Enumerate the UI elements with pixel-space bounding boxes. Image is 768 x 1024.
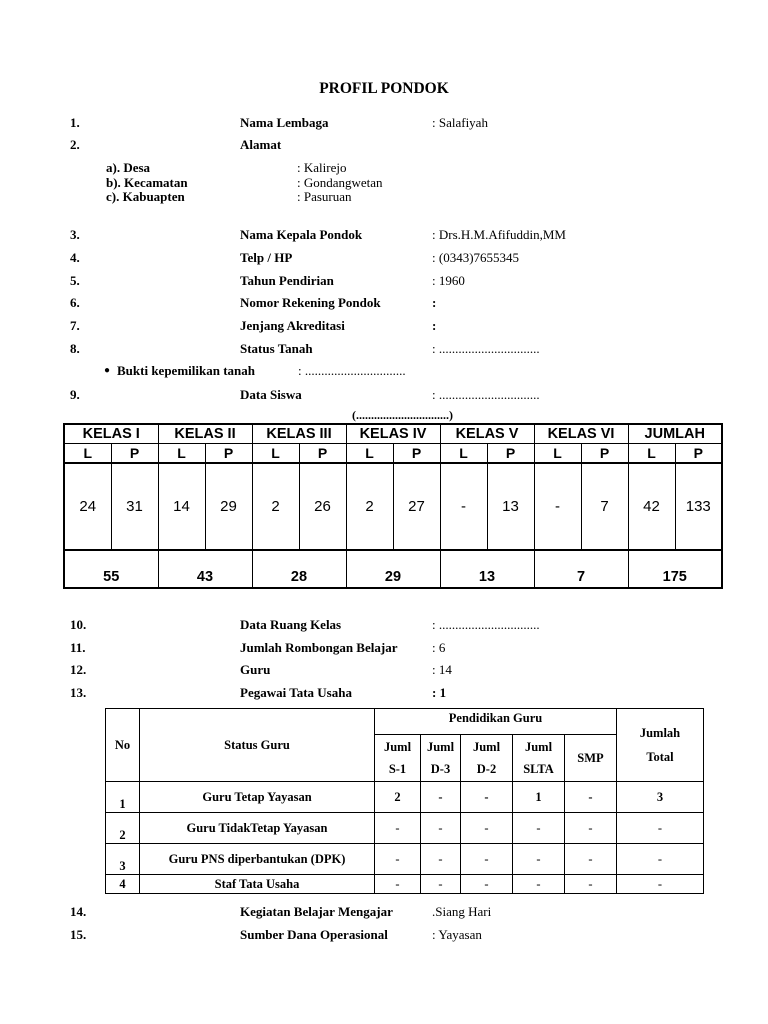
gender-header: L	[534, 444, 581, 464]
bukti-label: Bukti kepemilikan tanah	[117, 363, 255, 378]
header-d3	[421, 735, 461, 782]
kelas-header: JUMLAH	[628, 424, 722, 444]
gender-header: P	[205, 444, 252, 464]
alamat-label: c). Kabuapten	[106, 189, 185, 204]
row-status: Guru PNS diperbantukan (DPK)	[140, 844, 375, 875]
gender-header: L	[252, 444, 299, 464]
item-number: 5.	[70, 273, 80, 288]
row-smp: -	[565, 875, 617, 894]
header-jumlah-total	[617, 709, 704, 782]
bukti-value: : ...............................	[298, 363, 406, 378]
gender-header: L	[346, 444, 393, 464]
gender-header: L	[64, 444, 111, 464]
siswa-count: 2	[346, 463, 393, 550]
row-d3: -	[421, 782, 461, 813]
item-number: 10.	[70, 617, 87, 632]
item-value: :	[432, 318, 437, 333]
row-s1: -	[375, 844, 421, 875]
row-total: 3	[617, 782, 704, 813]
header-slta	[513, 735, 565, 782]
header-line: D-3	[430, 762, 451, 776]
alamat-label: b). Kecamatan	[106, 175, 188, 190]
siswa-count: 26	[299, 463, 346, 550]
row-d3: -	[421, 813, 461, 844]
row-d2: -	[461, 782, 513, 813]
kelas-total: 28	[252, 550, 346, 588]
row-status: Staf Tata Usaha	[140, 875, 375, 894]
row-d2: -	[461, 844, 513, 875]
row-total: -	[617, 875, 704, 894]
gender-header: P	[111, 444, 158, 464]
gender-header: L	[440, 444, 487, 464]
item-value: : (0343)7655345	[432, 250, 520, 265]
header-pendidikan: Pendidikan Guru	[375, 709, 617, 735]
item-label: Jumlah Rombongan Belajar	[240, 640, 398, 655]
kelas-total: 13	[440, 550, 534, 588]
header-status-guru: Status Guru	[140, 709, 375, 782]
item-label: Guru	[240, 662, 271, 677]
siswa-count: 27	[393, 463, 440, 550]
gender-header: P	[675, 444, 722, 464]
row-status: Guru Tetap Yayasan	[140, 782, 375, 813]
row-d2: -	[461, 875, 513, 894]
header-line: Juml	[426, 740, 455, 754]
page-title: PROFIL PONDOK	[319, 80, 449, 97]
row-slta: 1	[513, 782, 565, 813]
table-row	[106, 813, 704, 844]
gender-header: P	[299, 444, 346, 464]
item-number: 7.	[70, 318, 80, 333]
kelas-header: KELAS VI	[534, 424, 628, 444]
item-number: 15.	[70, 927, 87, 942]
gender-header: L	[158, 444, 205, 464]
alamat-label: a). Desa	[106, 160, 151, 175]
guru-table	[105, 708, 704, 894]
item-number: 13.	[70, 685, 87, 700]
item-label: Telp / HP	[240, 250, 293, 265]
item-label: Pegawai Tata Usaha	[240, 685, 352, 700]
row-slta: -	[513, 813, 565, 844]
row-total: -	[617, 844, 704, 875]
siswa-caption: (...............................)	[352, 408, 453, 422]
item-number: 9.	[70, 387, 80, 402]
row-smp: -	[565, 844, 617, 875]
header-line: Juml	[383, 740, 412, 754]
kelas-header: KELAS IV	[346, 424, 440, 444]
siswa-count: 2	[252, 463, 299, 550]
header-line: S-1	[388, 762, 407, 776]
row-smp: -	[565, 782, 617, 813]
siswa-count: 31	[111, 463, 158, 550]
item-label: Nama Kepala Pondok	[240, 227, 363, 242]
item-number: 3.	[70, 227, 80, 242]
item-value: :	[432, 295, 437, 310]
header-line: Juml	[524, 740, 553, 754]
item-number: 1.	[70, 115, 80, 130]
gender-header: P	[393, 444, 440, 464]
alamat-value: : Gondangwetan	[297, 175, 383, 190]
item-number: 8.	[70, 341, 80, 356]
siswa-table	[63, 423, 723, 589]
row-no: 1	[106, 782, 140, 813]
gender-header: L	[628, 444, 675, 464]
header-line: D-2	[476, 762, 497, 776]
row-total: -	[617, 813, 704, 844]
table-row	[106, 782, 704, 813]
item-value: : Salafiyah	[432, 115, 488, 130]
siswa-count: 14	[158, 463, 205, 550]
row-slta: -	[513, 875, 565, 894]
item-label: Nomor Rekening Pondok	[240, 295, 381, 310]
item-number: 6.	[70, 295, 80, 310]
alamat-value: : Kalirejo	[297, 160, 347, 175]
item-value: : ...............................	[432, 617, 540, 632]
siswa-count: 133	[675, 463, 722, 550]
item-value: : Yayasan	[432, 927, 482, 942]
siswa-count: 13	[487, 463, 534, 550]
kelas-header: KELAS III	[252, 424, 346, 444]
kelas-total: 43	[158, 550, 252, 588]
item-label: Kegiatan Belajar Mengajar	[240, 904, 393, 919]
kelas-header: KELAS I	[64, 424, 158, 444]
item-value: .Siang Hari	[432, 904, 492, 919]
row-no: 3	[106, 844, 140, 875]
table-row	[106, 844, 704, 875]
row-status: Guru TidakTetap Yayasan	[140, 813, 375, 844]
siswa-count: -	[534, 463, 581, 550]
header-jumlah: Jumlah	[639, 726, 681, 740]
item-value: : 1960	[432, 273, 465, 288]
siswa-count: 42	[628, 463, 675, 550]
item-label: Status Tanah	[240, 341, 313, 356]
item-label: Data Ruang Kelas	[240, 617, 342, 632]
item-value: : 1	[432, 685, 447, 700]
alamat-value: : Pasuruan	[297, 189, 352, 204]
row-s1: -	[375, 875, 421, 894]
header-total: Total	[646, 750, 674, 764]
row-s1: -	[375, 813, 421, 844]
siswa-count: -	[440, 463, 487, 550]
siswa-count: 7	[581, 463, 628, 550]
item-label: Sumber Dana Operasional	[240, 927, 388, 942]
item-number: 11.	[70, 640, 86, 655]
item-number: 4.	[70, 250, 80, 265]
kelas-total: 7	[534, 550, 628, 588]
row-d2: -	[461, 813, 513, 844]
item-number: 12.	[70, 662, 87, 677]
item-label: Alamat	[240, 137, 282, 152]
item-number: 14.	[70, 904, 87, 919]
kelas-header: KELAS II	[158, 424, 252, 444]
gender-header: P	[487, 444, 534, 464]
row-d3: -	[421, 844, 461, 875]
siswa-count: 24	[64, 463, 111, 550]
row-no: 2	[106, 813, 140, 844]
bullet-icon: ●	[104, 365, 111, 376]
kelas-header: KELAS V	[440, 424, 534, 444]
row-no: 4	[106, 875, 140, 894]
header-line: SLTA	[523, 762, 554, 776]
item-value: : Drs.H.M.Afifuddin,MM	[432, 227, 566, 242]
item-value: : ...............................	[432, 387, 540, 402]
item-label: Nama Lembaga	[240, 115, 329, 130]
row-smp: -	[565, 813, 617, 844]
kelas-total: 55	[64, 550, 158, 588]
kelas-total: 29	[346, 550, 440, 588]
item-value: : 6	[432, 640, 446, 655]
header-d2	[461, 735, 513, 782]
table-row	[106, 875, 704, 894]
siswa-count: 29	[205, 463, 252, 550]
header-no: No	[106, 709, 140, 782]
gender-header: P	[581, 444, 628, 464]
header-line: Juml	[472, 740, 501, 754]
item-label: Data Siswa	[240, 387, 302, 402]
item-label: Jenjang Akreditasi	[240, 318, 345, 333]
row-slta: -	[513, 844, 565, 875]
header-s1	[375, 735, 421, 782]
item-value: : 14	[432, 662, 452, 677]
row-d3: -	[421, 875, 461, 894]
item-number: 2.	[70, 137, 80, 152]
item-label: Tahun Pendirian	[240, 273, 334, 288]
item-value: : ...............................	[432, 341, 540, 356]
kelas-total: 175	[628, 550, 722, 588]
header-smp: SMP	[565, 735, 617, 782]
row-s1: 2	[375, 782, 421, 813]
